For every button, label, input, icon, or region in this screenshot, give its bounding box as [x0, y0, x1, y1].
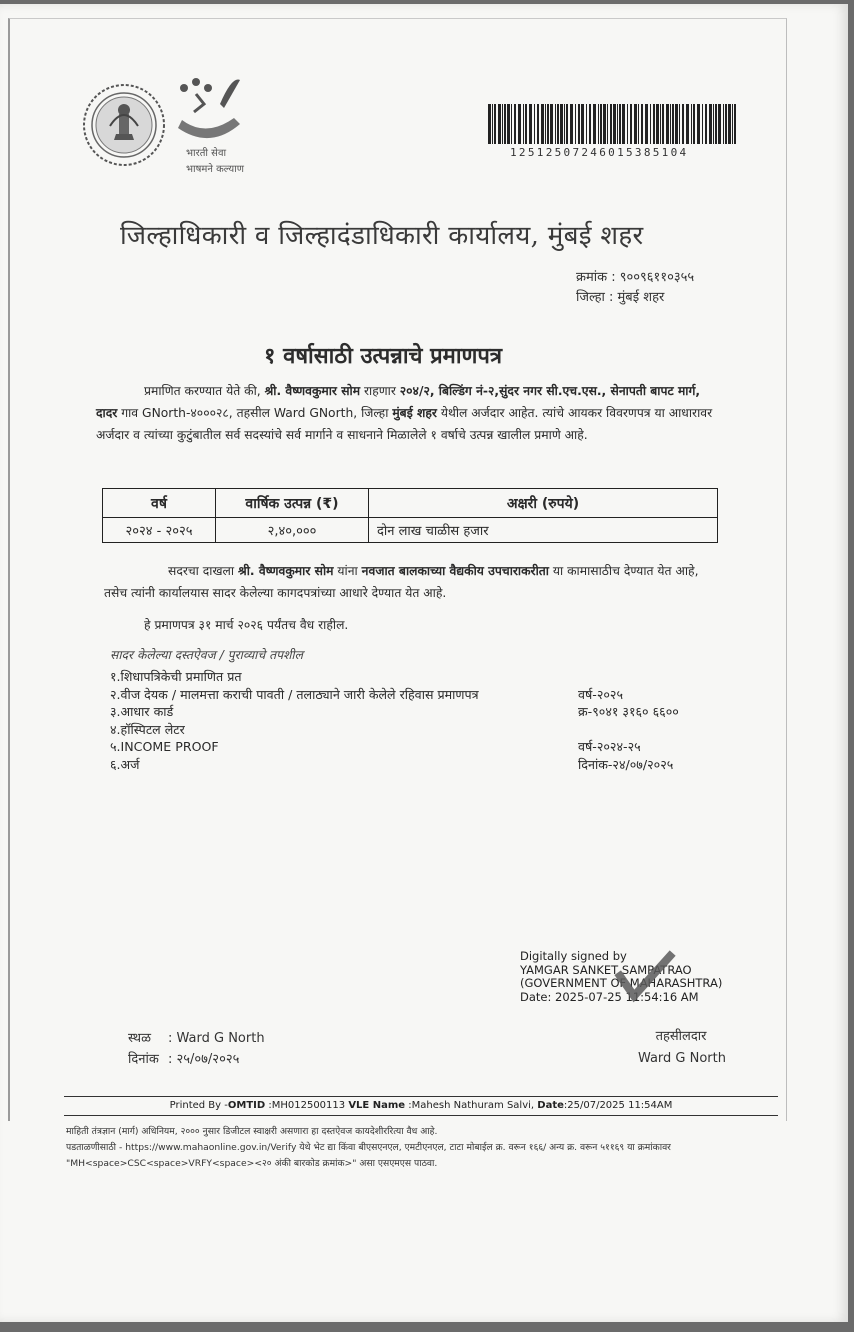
- purpose-name: श्री. वैष्णवकुमार सोम: [237, 564, 334, 578]
- logo-caption-line1: भारती सेवा: [186, 148, 227, 159]
- logo-caption: [186, 146, 244, 178]
- document-label: १.शिधापत्रिकेची प्रमाणित प्रत: [110, 669, 242, 684]
- header-words: अक्षरी (रुपये): [369, 489, 718, 518]
- date-label: दिनांक: [128, 1052, 159, 1067]
- cell-year: २०२४ - २०२५: [103, 518, 216, 543]
- applicant-district: मुंबई शहर: [392, 406, 437, 420]
- place-date-block: [128, 1028, 265, 1070]
- document-label: ५.INCOME PROOF: [110, 739, 219, 754]
- signature-line4: Date: 2025-07-25 11:54:16 AM: [520, 989, 699, 1004]
- list-item: [110, 686, 710, 704]
- document-value: वर्ष-२०२४-२५: [578, 739, 641, 754]
- header-year: वर्ष: [103, 489, 216, 518]
- income-table-header: [103, 489, 718, 518]
- date-value: : २५/०७/२०२५: [168, 1052, 240, 1067]
- state-emblem-icon: [80, 78, 168, 172]
- purpose-text-1: सदरचा दाखला: [168, 564, 238, 578]
- document-value: वर्ष-२०२५: [578, 686, 624, 702]
- certificate-page: [0, 4, 848, 1322]
- intro-text-1: प्रमाणित करण्यात येते की,: [144, 384, 265, 398]
- place-row: [128, 1028, 265, 1049]
- purpose-text-2: यांना: [333, 564, 362, 578]
- footer-line1: माहिती तंत्रज्ञान (मार्ग) अधिनियम, २००० नुसार डिजीटल स्वाक्षरी असणारा हा दस्तऐवज कायदेशीररित्या वैध आहे.: [66, 1126, 438, 1137]
- applicant-name: श्री. वैष्णवकुमार सोम: [264, 384, 361, 398]
- barcode-icon: [488, 104, 740, 144]
- logo-caption-line2: भाषमने कल्याण: [186, 164, 244, 175]
- list-item: [110, 721, 710, 739]
- documents-list: [110, 668, 710, 773]
- footer-notes: [66, 1124, 786, 1172]
- footer-line3: "MH<space>CSC<space>VRFY<space><२० अंकी बारकोड क्रमांक>" असा एसएमएस पाठवा.: [66, 1158, 438, 1169]
- intro-text-4: येथील अर्जदार आहेत. त्यांचे आयकर विवरणपत्र या आधारावर अर्जदार व त्यांच्या कुटुंबातील सर्व सदस्यांचे सर्व मार्गाने व साधनाने मिळालेले १ वर्षाचे उत्पन्न खालील प्रमाणे आहे.: [96, 406, 713, 442]
- list-item: [110, 756, 710, 774]
- printed-date-label: Date: [537, 1100, 564, 1111]
- document-label: ३.आधार कार्ड: [110, 704, 174, 719]
- place-value: : Ward G North: [168, 1031, 265, 1046]
- reference-number: क्रमांक : ९००९६११०३५५: [576, 270, 695, 285]
- list-item: [110, 703, 710, 721]
- barcode-number: 12512507246015385104: [510, 146, 689, 159]
- office-title: जिल्हाधिकारी व जिल्हादंडाधिकारी कार्यालय, मुंबई शहर: [120, 221, 644, 251]
- signature-line2: YAMGAR SANKET SAMPATRAO: [520, 962, 692, 977]
- omtid-value: :MH012500113: [265, 1100, 349, 1111]
- cell-words: दोन लाख चाळीस हजार: [369, 518, 718, 543]
- printed-by-bar: [64, 1096, 778, 1116]
- intro-text-2: राहणार: [360, 384, 400, 398]
- intro-paragraph: [96, 380, 722, 446]
- signature-line1: Digitally signed by: [520, 949, 627, 963]
- document-label: ४.हॉस्पिटल लेटर: [110, 721, 185, 737]
- income-table: [102, 488, 718, 543]
- printed-date-value: :25/07/2025 11:54AM: [563, 1100, 673, 1111]
- list-item: [110, 668, 710, 686]
- printed-by-prefix: Printed By -: [169, 1100, 228, 1111]
- cell-income: २,४०,०००: [216, 518, 369, 543]
- document-value: क्र-९०४१ ३१६० ६६००: [578, 704, 679, 719]
- table-row: [103, 518, 718, 543]
- purpose-reason: नवजात बालकाच्या वैद्यकीय उपचाराकरीता: [361, 564, 549, 578]
- header-income: वार्षिक उत्पन्न (₹): [216, 489, 369, 518]
- document-label: ६.अर्ज: [110, 756, 140, 772]
- purpose-text-3: या कामासाठीच देण्यात येत आहे, तसेच त्यांनी कार्यालयास सादर केलेल्या कागदपत्रांच्या आधारे देण्यात येत आहे.: [104, 564, 699, 600]
- omtid-label: OMTID: [227, 1100, 266, 1111]
- tahsildar-title: तहसीलदार: [655, 1029, 707, 1044]
- tahsildar-block: [636, 1026, 726, 1070]
- footer-line2: पडताळणीसाठी - https://www.mahaonline.gov.in/Verify येथे भेट द्या किंवा बीएसएनएल, एमटीएनएल, टाटा मोबाईल क्र. वरून १६६/ अन्य क्र. वरून ५११६९ या क्रमांकावर: [66, 1142, 671, 1153]
- documents-heading: सादर केलेल्या दस्तऐवज / पुराव्याचे तपशील: [110, 648, 303, 662]
- checkmark-icon: [612, 950, 676, 1006]
- applicant-address: २०४/२, बिल्डिंग नं-२,सुंदर नगर सी.एच.एस., सेनापती बापट मार्ग, दादर: [96, 384, 701, 420]
- reference-district: जिल्हा : मुंबई शहर: [576, 290, 665, 305]
- vle-label: VLE Name: [348, 1100, 406, 1111]
- reference-block: [576, 268, 694, 308]
- signature-line3: (GOVERNMENT OF MAHARASHTRA): [520, 976, 723, 990]
- place-label: स्थळ: [128, 1031, 151, 1046]
- purpose-paragraph: [104, 560, 716, 604]
- document-label: २.वीज देयक / मालमत्ता कराची पावती / तलाठ्याने जारी केलेले रहिवास प्रमाणपत्र: [110, 686, 479, 702]
- tahsildar-ward: Ward G North: [637, 1051, 726, 1066]
- document-value: दिनांक-२४/०७/२०२५: [578, 756, 674, 772]
- validity-statement: हे प्रमाणपत्र ३१ मार्च २०२६ पर्यंतच वैध राहील.: [144, 618, 349, 632]
- vle-value: :Mahesh Nathuram Salvi,: [405, 1100, 538, 1111]
- certificate-title: १ वर्षासाठी उत्पन्नाचे प्रमाणपत्र: [264, 343, 503, 369]
- date-row: [128, 1049, 265, 1070]
- list-item: [110, 738, 710, 756]
- intro-text-3: गाव GNorth-४०००२८, तहसील Ward GNorth, जिल्हा: [117, 406, 393, 420]
